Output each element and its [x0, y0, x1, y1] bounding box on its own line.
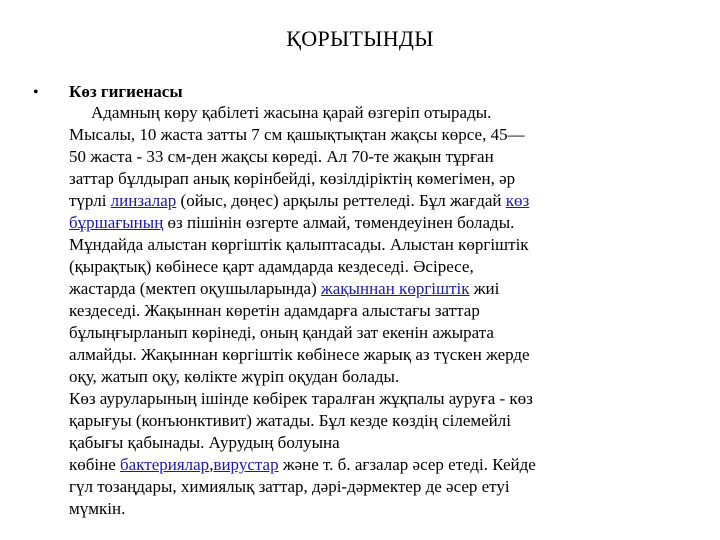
text-line: [69, 366, 699, 388]
text-run: 50 жаста - 33 см-ден жақсы көреді. Ал 70-те жақын тұрған: [69, 147, 494, 166]
text-run: (қырақтық) көбінесе қарт адамдарда кездеседі. Әсіресе,: [69, 257, 474, 276]
body-paragraph: [69, 102, 699, 520]
text-line: [69, 322, 699, 344]
inline-link[interactable]: көз: [505, 191, 530, 210]
text-line: [69, 234, 699, 256]
text-run: түрлі: [69, 191, 111, 210]
text-run: (ойыс, дөңес) арқылы реттеледі. Бұл жағдай: [176, 191, 506, 210]
text-line: [69, 410, 699, 432]
text-line: [69, 498, 699, 520]
text-run: қабығы қабынады. Аурудың болуына: [69, 433, 340, 452]
text-run: бұлыңғырланып көрінеді, оның қандай зат екенін ажырата: [69, 323, 494, 342]
text-run: қарығуы (конъюнктивит) жатады. Бұл кезде көздің сілемейлі: [69, 411, 511, 430]
text-line: [69, 190, 699, 212]
text-run: оқу, жатып оқу, көлікте жүріп оқудан болады.: [69, 367, 400, 386]
text-run: Мысалы, 10 жаста затты 7 см қашықтықтан жақсы көрсе, 45—: [69, 125, 525, 144]
text-line: [69, 344, 699, 366]
text-line: [69, 432, 699, 454]
inline-link[interactable]: бактериялар: [120, 455, 210, 474]
text-run: мүмкін.: [69, 499, 126, 518]
inline-link[interactable]: бұршағының: [69, 213, 164, 232]
text-line: [69, 146, 699, 168]
text-line: [69, 124, 699, 146]
text-run: көбіне: [69, 455, 121, 474]
text-run: жиі: [469, 279, 500, 298]
text-line: [69, 278, 699, 300]
text-line: [69, 476, 699, 498]
inline-link[interactable]: жақыннан көргіштік: [321, 279, 470, 298]
bullet-content: [69, 82, 699, 520]
inline-link[interactable]: вирустар: [213, 455, 279, 474]
text-run: Көз ауруларының ішінде көбірек таралған жұқпалы ауруға - көз: [69, 389, 533, 408]
text-run: өз пішінін өзгерте алмай, төмендеуінен болады.: [163, 213, 515, 232]
text-line: [69, 102, 699, 124]
section-heading: Көз гигиенасы: [69, 82, 183, 101]
text-run: ,: [209, 455, 214, 474]
slide-title: ҚОРЫТЫНДЫ: [286, 26, 434, 51]
text-line: [69, 168, 699, 190]
text-run: Адамның көру қабілеті жасына қарай өзгеріп отырады.: [91, 103, 492, 122]
text-run: кездеседі. Жақыннан көретін адамдарға алыстағы заттар: [69, 301, 480, 320]
text-line: [69, 300, 699, 322]
text-run: жастарда (мектеп оқушыларында): [69, 279, 321, 298]
text-line: [69, 212, 699, 234]
text-run: алмайды. Жақыннан көргіштік көбінесе жарық аз түскен жерде: [69, 345, 530, 364]
text-run: және т. б. ағзалар әсер етеді. Кейде: [278, 455, 536, 474]
text-line: [69, 388, 699, 410]
text-line: [69, 256, 699, 278]
text-run: заттар бұлдырап анық көрінбейді, көзілдіріктің көмегімен, әр: [69, 169, 516, 188]
text-run: гүл тозаңдары, химиялық заттар, дәрі-дәрмектер де әсер етуі: [69, 477, 510, 496]
bullet-icon: •: [33, 84, 39, 101]
inline-link[interactable]: линзалар: [110, 191, 177, 210]
text-run: Мұндайда алыстан көргіштік қалыптасады. Алыстан көргіштік: [69, 235, 529, 254]
text-line: [69, 454, 699, 476]
